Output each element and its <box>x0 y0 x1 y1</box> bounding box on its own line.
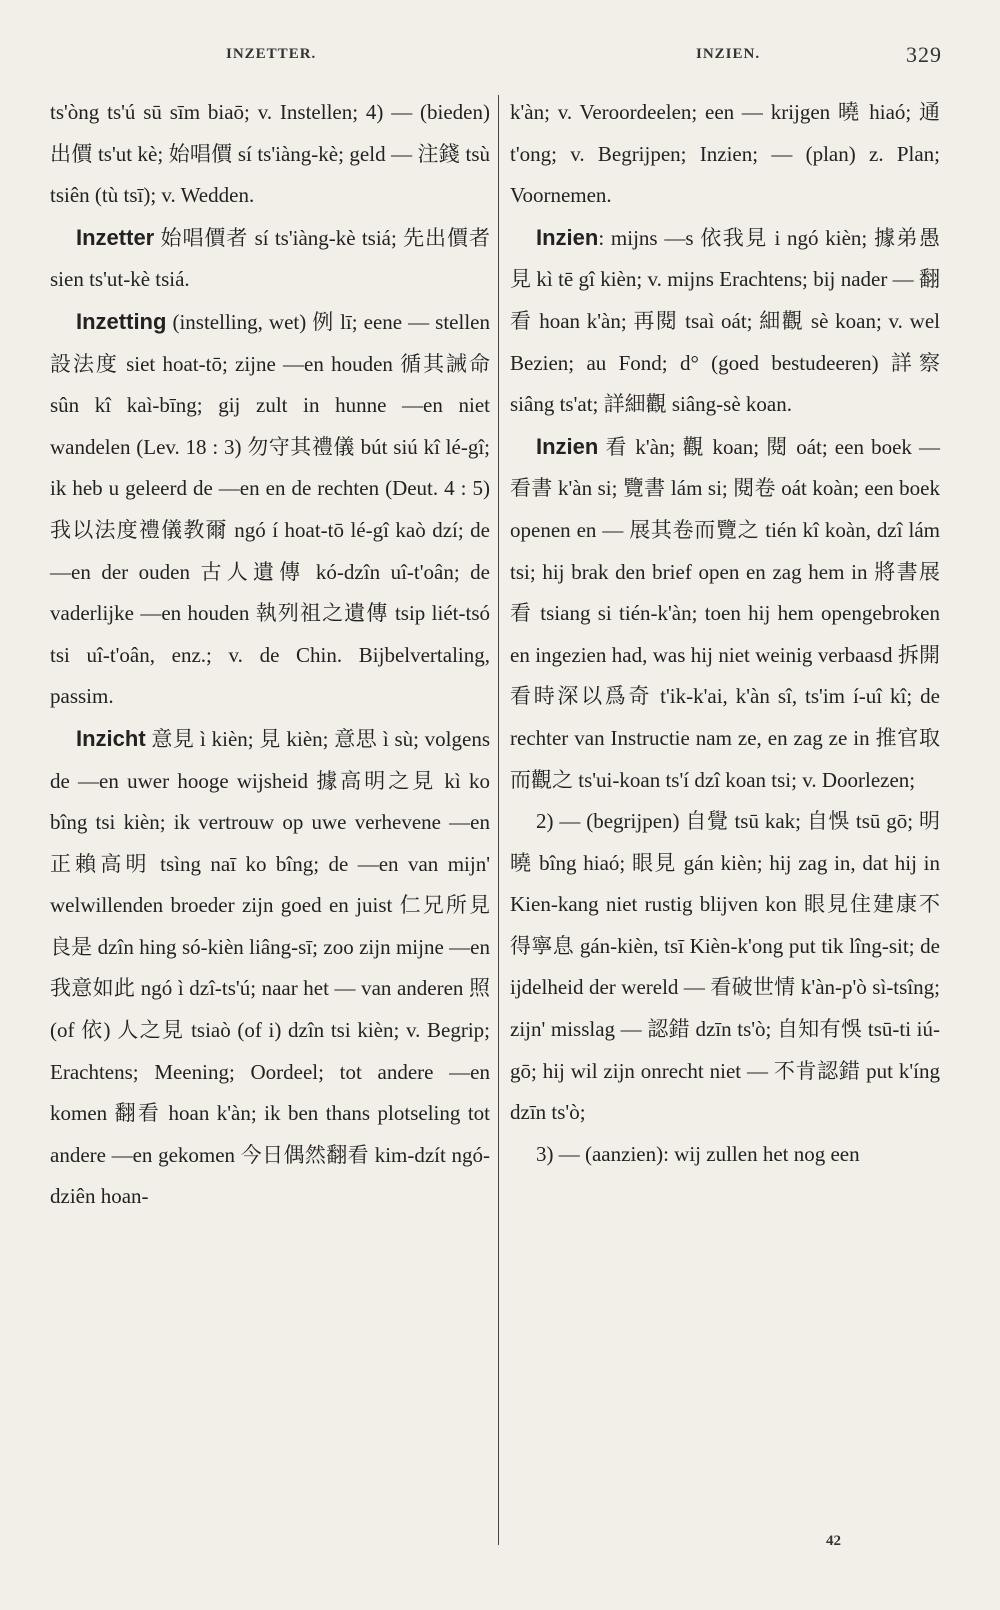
right-column <box>510 92 940 1175</box>
signature-mark: 42 <box>826 1533 841 1549</box>
entry-headword: Inzicht <box>76 725 146 751</box>
entry-text: 看 k'àn; 觀 koan; 閱 oát; een boek — 看書 k'àn si; 覽書 lám si; 閱卷 oát koàn; een boek openen en — 展其卷而覽之 tién kî koàn, dzî lám tsi; hij brak den brief open en zag hem in 將書展看 tsiang si tién-k'àn; toen hij hem opengebroken en ingezien had, was hij niet weinig verbaasd 拆開看時深以爲奇 t'ik-k'ai, k'àn sî, ts'im í-uî kî; de rechter van Instructie nam ze, en zag ze in 推官取而觀之 ts'ui-koan ts'í dzî koan tsi; v. Doorlezen; <box>510 434 940 792</box>
entry-text: k'àn; v. Veroordeelen; een — krijgen 曉 hiaó; 通 t'ong; v. Begrijpen; Inzien; — (plan) z. Plan; Voornemen. <box>510 100 940 208</box>
entry-text: ts'òng ts'ú sū sīm biaō; v. Instellen; 4) — (bieden) 出價 ts'ut kè; 始唱價 sí ts'iàng-kè; geld — 注錢 tsù tsiên (tù tsī); v. Wedden. <box>50 100 490 208</box>
running-head-left: INZETTER. <box>226 46 317 62</box>
entry-headword: Inzien <box>536 433 599 459</box>
entry-text: 3) — (aanzien): wij zullen het nog een <box>536 1141 860 1166</box>
dictionary-entry <box>510 217 940 426</box>
dictionary-entry <box>50 217 490 301</box>
dictionary-entry <box>510 426 940 801</box>
entry-headword: Inzetting <box>76 308 167 334</box>
dictionary-entry <box>50 301 490 718</box>
entry-headword: Inzetter <box>76 224 155 250</box>
dictionary-entry <box>50 92 490 217</box>
dictionary-entry <box>50 718 490 1218</box>
dictionary-entry <box>510 801 940 1134</box>
entry-text: : mijns —s 依我見 i ngó kièn; 據弟愚見 kì tē gî kièn; v. mijns Erachtens; bij nader — 翻看 hoan k'àn; 再閱 tsaì oát; 細觀 sè koan; v. wel Bezien; au Fond; d° (goed bestudeeren) 詳察 siâng ts'at; 詳細觀 siâng-sè koan. <box>510 225 940 417</box>
entry-text: 2) — (begrijpen) 自覺 tsū kak; 自悞 tsū gō; 明曉 bîng hiaó; 眼見 gán kièn; hij zag in, dat hij in Kien-kang niet rustig blijven kon 眼見住建康不得寧息 gán-kièn, tsī Kièn-k'ong put tik lîng-sit; de ijdelheid der wereld — 看破世情 k'àn-p'ò sì-tsîng; zijn' misslag — 認錯 dzīn ts'ò; 自知有悞 tsū-ti iú-gō; hij wil zijn onrecht niet — 不肯認錯 put k'íng dzīn ts'ò; <box>510 809 940 1125</box>
page-number: 329 <box>906 42 942 67</box>
dictionary-entry <box>510 92 940 217</box>
entry-text: 意見 ì kièn; 見 kièn; 意思 ì sù; volgens de —en uwer hooge wijsheid 據高明之見 kì ko bîng tsi kièn; ik vertrouw op uwe verhevene —en 正賴高明 tsìng naī ko bîng; de —en van mijn' welwillenden broeder zijn goed en juist 仁兄所見良是 dzîn hing só-kièn liâng-sī; zoo zijn mijne —en 我意如此 ngó ì dzî-ts'ú; naar het — van anderen 照 (of 依) 人之見 tsiaò (of i) dzîn tsi kièn; v. Begrip; Erachtens; Meening; Oordeel; tot andere —en komen 翻看 hoan k'àn; ik ben thans plotseling tot andere —en gekomen 今日偶然翻看 kim-dzít ngó-dziên hoan- <box>50 726 490 1209</box>
dictionary-entry <box>510 1134 940 1176</box>
entry-text: 始唱價者 sí ts'iàng-kè tsiá; 先出價者 sien ts'ut-kè tsiá. <box>50 225 490 292</box>
entry-headword: Inzien <box>536 224 599 250</box>
running-head-right: INZIEN. <box>696 46 761 62</box>
column-divider <box>498 95 499 1545</box>
entry-text: (instelling, wet) 例 lī; eene — stellen 設法度 siet hoat-tō; zijne —en houden 循其誡命 sûn kî kaì-bīng; gij zult in hunne —en niet wandelen (Lev. 18 : 3) 勿守其禮儀 bút siú kî lé-gî; ik heb u geleerd de —en en de rechten (Deut. 4 : 5) 我以法度禮儀教爾 ngó í hoat-tō lé-gî kaò dzí; de —en der ouden 古人遺傳 kó-dzîn uî-t'oân; de vaderlijke —en houden 執列祖之遺傳 tsip liét-tsó tsi uî-t'oân, enz.; v. de Chin. Bijbelvertaling, passim. <box>50 309 490 709</box>
left-column <box>50 92 490 1218</box>
